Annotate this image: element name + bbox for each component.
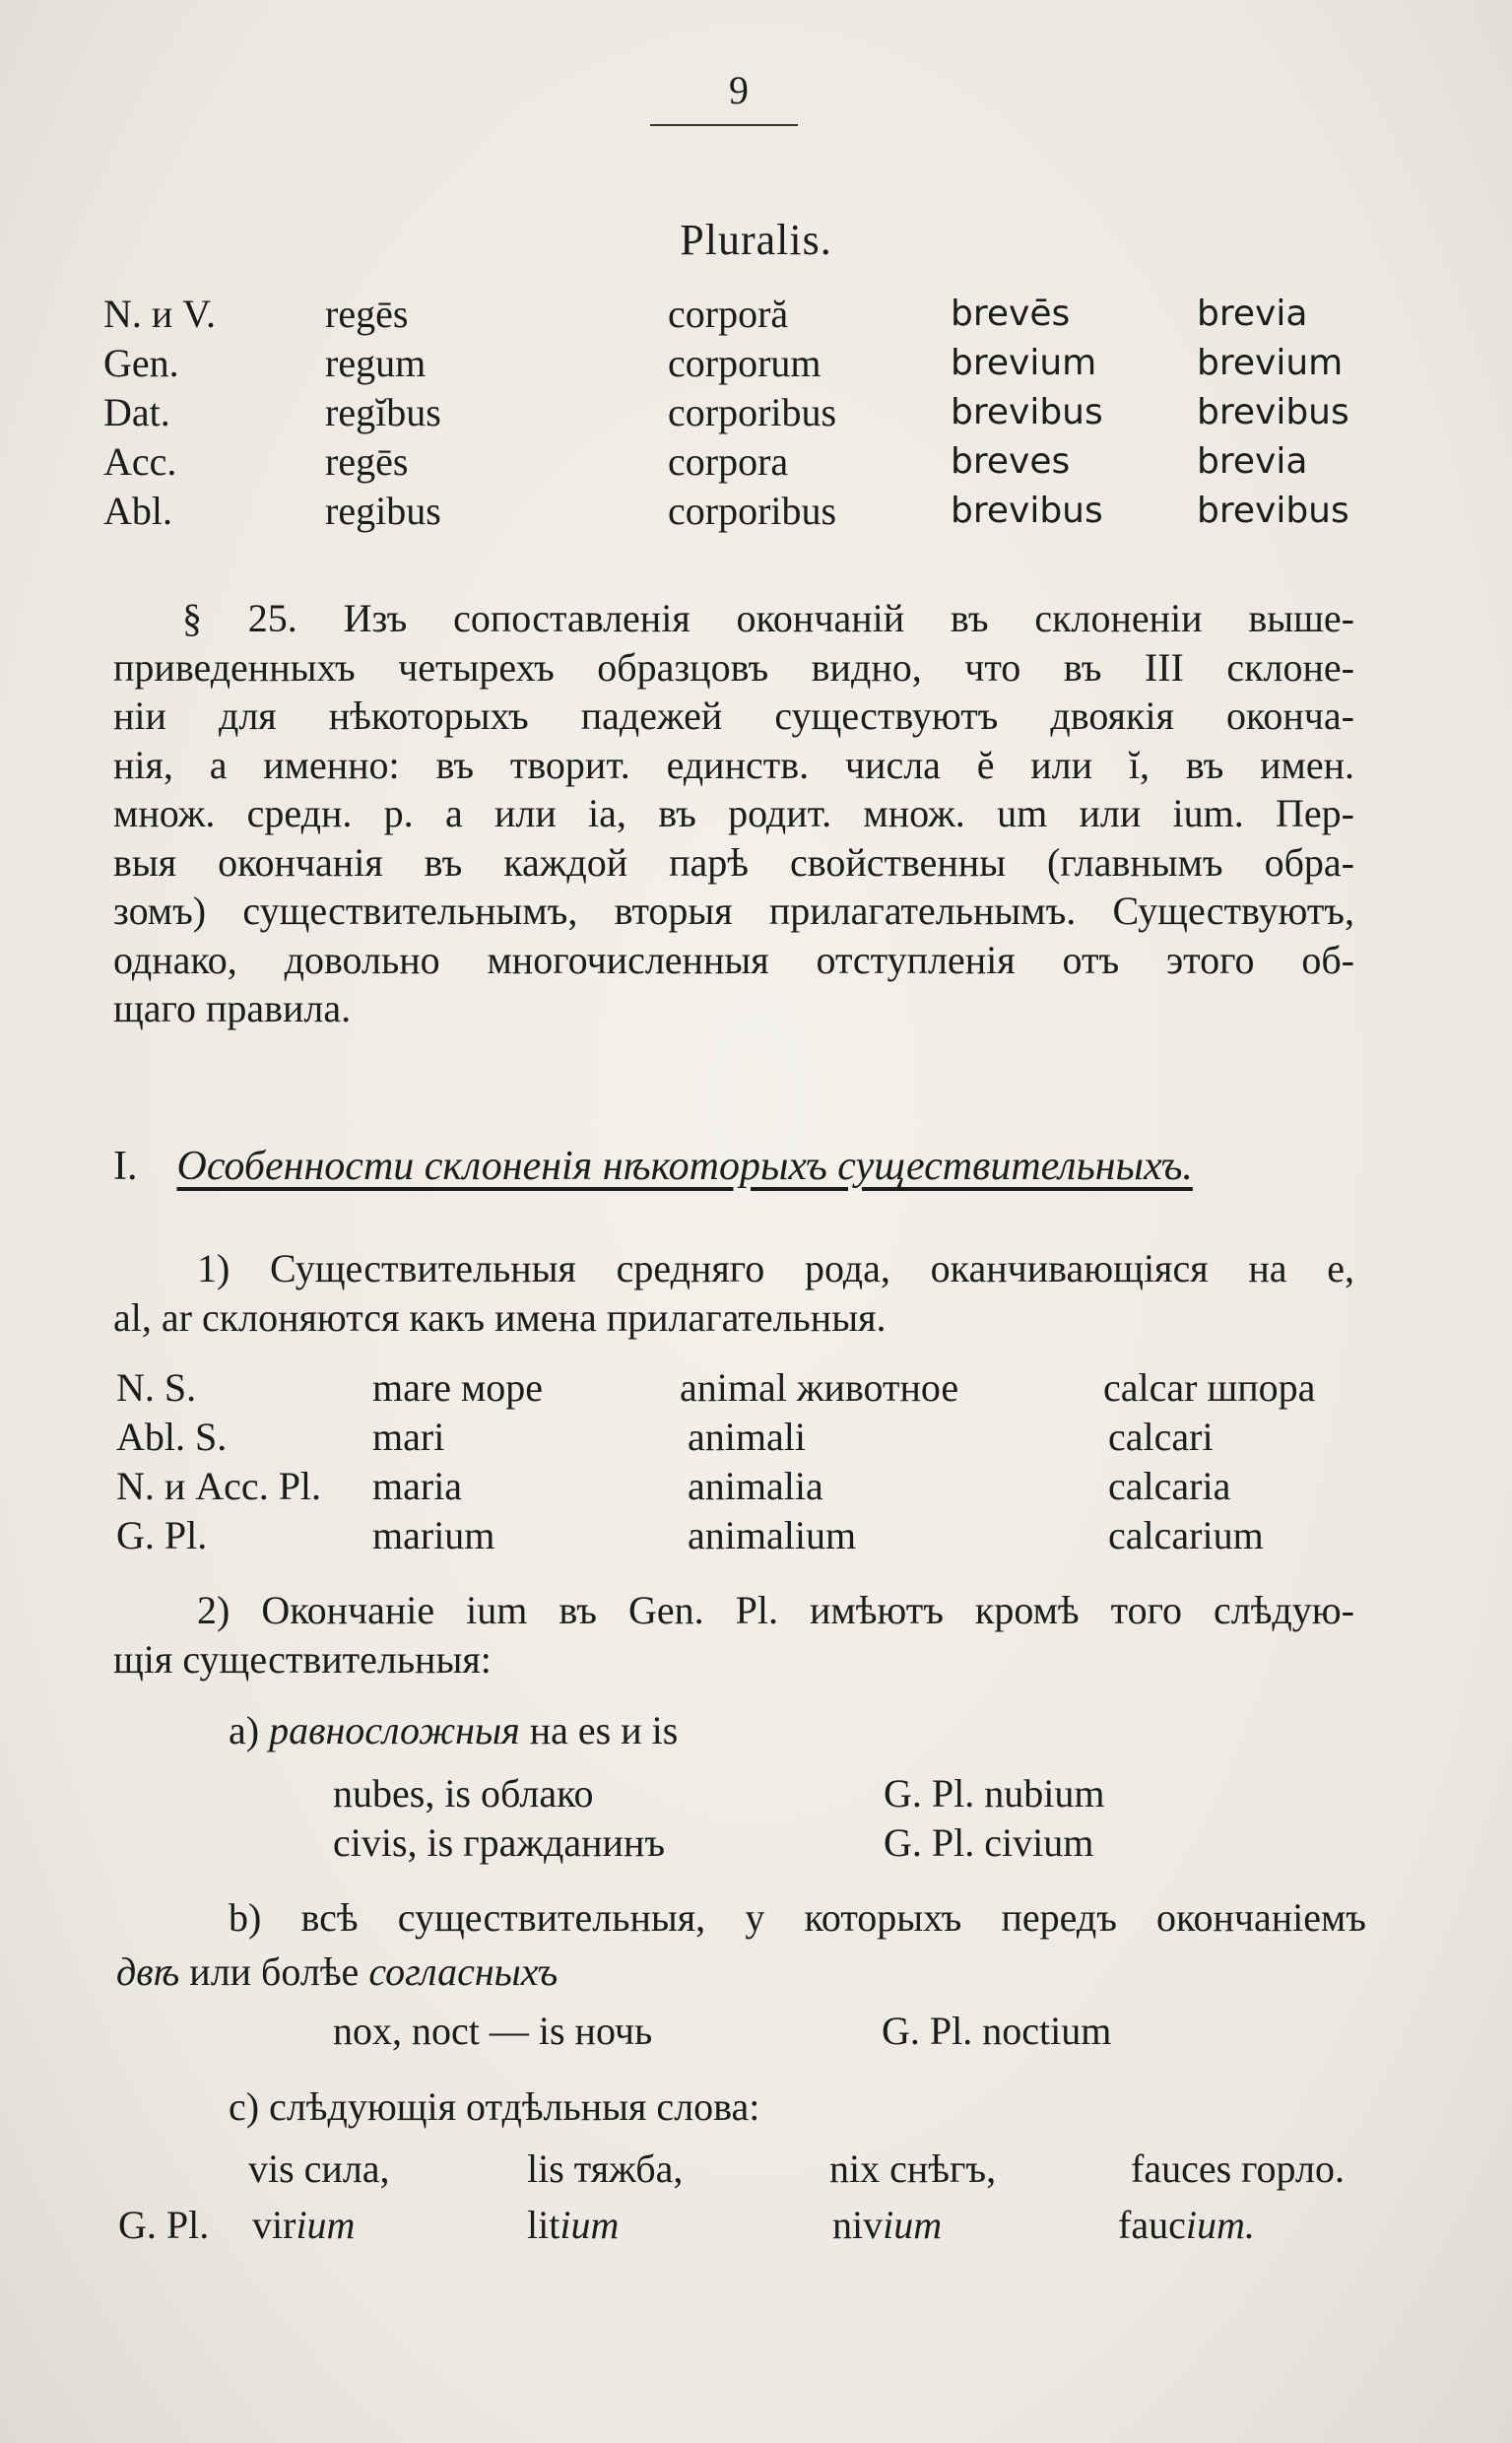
case-label: N. и V. [103,292,217,336]
gen-label: G. Pl. [118,2203,210,2247]
table-cell: brevibus [1197,392,1349,432]
gen-stem: niv [832,2203,884,2247]
text-line: однако, довольно многочисленныя отступленія отъ этого об- [113,937,1354,982]
table-cell: maria [372,1464,463,1508]
case-label: Abl. [103,489,172,533]
table-cell: corpora [668,439,789,484]
gen-form [832,2202,942,2248]
table-cell: brevēs [951,294,1071,334]
table-cell: brevia [1197,441,1308,482]
text-line: нія, а именно: въ творит. единств. числа ĕ или ĭ, въ имен. [113,742,1354,787]
gen-form [252,2202,355,2248]
text-line: приведенныхъ четырехъ образцовъ видно, что въ III склоне- [113,644,1354,690]
table-cell: animal животное [680,1365,959,1410]
italic-term: согласныхъ [368,1949,559,1994]
text-line: множ. средн. р. а или ia, въ родит. множ. um или ium. Пер- [113,791,1354,835]
text-line: выя окончанія въ каждой парѣ свойственны (главнымъ обра- [113,839,1354,885]
table-cell: mari [372,1415,445,1459]
sub-label: a) [229,1708,260,1752]
text-line: al, ar склоняются какъ имена прилагательныя. [113,1294,887,1340]
sub-b-line-2 [116,1948,558,1995]
example-word: civis, is гражданинъ [333,1820,666,1865]
word-item: vis сила, [248,2146,390,2191]
rule-1-paragraph [113,1244,1354,1342]
gen-ending: ium [559,2203,620,2247]
gen-ending: ium. [1185,2203,1255,2247]
example-word: nox, noct — is ночь [333,2009,653,2053]
pluralis-title: Pluralis. [680,216,832,264]
text-line: щія существительныя: [113,1636,492,1682]
gen-ending: ium [296,2203,356,2247]
word-item: lis тяжба, [527,2146,684,2191]
case-label: Acc. [103,439,177,484]
table-cell: corporibus [668,489,837,533]
gen-ending: ium [883,2203,943,2247]
gen-form [1118,2202,1255,2248]
table-cell: calcari [1108,1415,1214,1459]
table-cell: breves [951,441,1071,482]
text-line: 2) Окончаніе ium въ Gen. Pl. имѣютъ кромѣ того слѣдую- [197,1588,1354,1632]
case-label: N. и Acc. Pl. [116,1464,322,1508]
table-cell: calcarium [1108,1513,1264,1557]
table-cell: animalia [688,1464,823,1508]
case-label: Abl. S. [116,1415,228,1459]
heading-text: Особенности склоненія нѣкоторыхъ существительныхъ. [176,1144,1193,1189]
sub-b-line-1: b) всѣ существительныя, у которыхъ передъ окончаніемъ [229,1895,1366,1940]
example-word: nubes, is облако [333,1771,594,1816]
gen-stem: vir [252,2203,296,2247]
table-cell: corporă [668,292,789,336]
gen-stem: lit [527,2203,560,2247]
word-item: fauces горло. [1131,2146,1345,2191]
sub-a-line [229,1707,678,1753]
case-label: N. S. [116,1365,197,1410]
sub-c-line: c) слѣдующія отдѣльныя слова: [229,2084,760,2129]
sub-text: на es и is [529,1708,679,1752]
table-cell: animali [688,1415,806,1459]
word-item: nix снѣгъ, [829,2146,997,2191]
table-cell: brevibus [951,491,1103,531]
table-cell: corporum [668,341,822,385]
table-cell: regibus [325,489,441,533]
table-cell: animalium [688,1513,857,1557]
table-cell: regēs [325,292,409,336]
example-genitive: G. Pl. nubium [884,1771,1105,1816]
rule-2-paragraph [113,1586,1354,1684]
gen-stem: fauc [1118,2203,1186,2247]
case-label: G. Pl. [116,1513,208,1557]
italic-term: равносложныя [269,1708,520,1752]
table-cell: calcar шпора [1103,1365,1316,1410]
case-label: Dat. [103,390,170,434]
table-cell: brevium [951,343,1097,383]
case-label: Gen. [103,341,179,385]
text-line: ніи для нѣкоторыхъ падежей существуютъ двоякія оконча- [113,693,1354,738]
table-cell: regum [325,341,427,385]
table-cell: marium [372,1513,495,1557]
table-cell: brevibus [1197,491,1349,531]
section-25-paragraph [113,594,1354,1033]
table-cell: brevia [1197,294,1308,334]
text-line: зомъ) существительнымъ, вторыя прилагательнымъ. Существуютъ, [113,889,1354,933]
example-genitive: G. Pl. noctium [882,2009,1112,2053]
table-cell: corporibus [668,390,837,434]
text-line: 1) Существительныя средняго рода, оканчивающіяся на e, [197,1246,1354,1290]
table-cell: brevium [1197,343,1344,383]
table-cell: calcaria [1108,1464,1231,1508]
gen-form [527,2202,619,2248]
table-cell: brevibus [951,392,1103,432]
sub-text: или болѣе [189,1949,360,1994]
page-number-rule [650,124,798,126]
page-number: 9 [729,68,749,112]
heading-number: I. [113,1144,138,1189]
section-heading [113,1143,1193,1190]
example-genitive: G. Pl. civium [884,1820,1094,1865]
italic-term: двѣ [116,1949,180,1994]
table-cell: regĭbus [325,390,441,434]
table-cell: regēs [325,439,409,484]
table-cell: mare море [372,1365,544,1410]
text-line: щаго правила. [113,986,352,1030]
text-line: § 25. Изъ сопоставленія окончаній въ склоненіи выше- [182,596,1354,640]
